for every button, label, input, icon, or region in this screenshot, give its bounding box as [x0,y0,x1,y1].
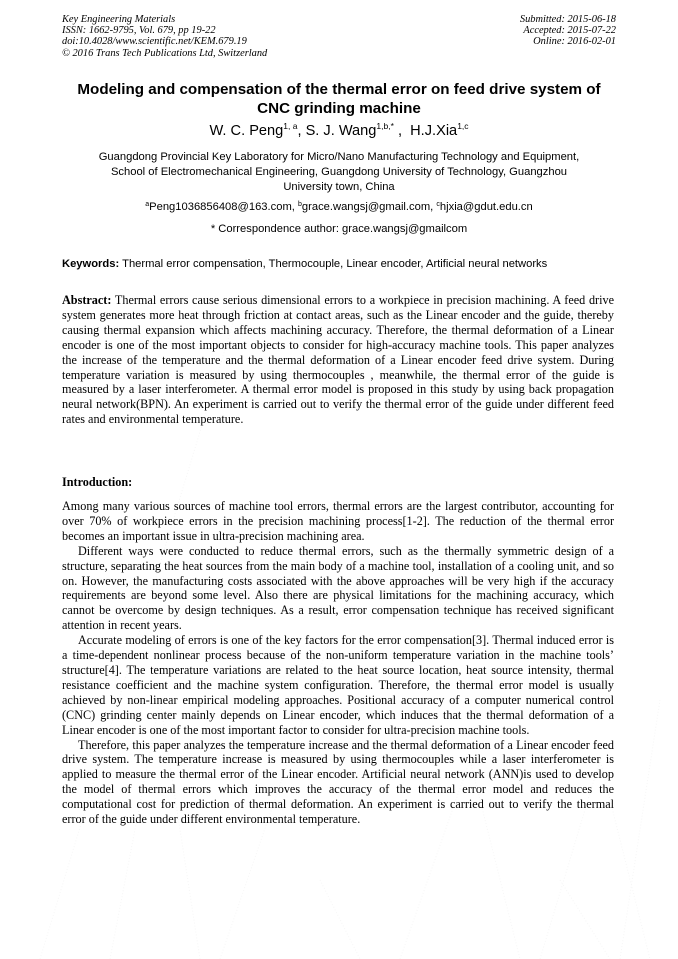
email-mark: a [145,201,150,208]
section-heading-introduction: Introduction: [62,475,133,489]
author-separator: , [393,123,411,139]
author-emails [56,200,622,215]
author [209,123,305,139]
author [306,123,411,139]
keywords-text: Thermal error compensation, Thermocouple, Linear encoder, Artificial neural networks [119,258,548,270]
email-mark: b [298,201,302,208]
abstract [62,293,614,427]
email-entry [145,201,298,213]
email-separator: , [291,201,298,213]
submitted-date: Submitted: 2015-06-18 [519,14,616,25]
copyright: © 2016 Trans Tech Publications Ltd, Switzerland [62,47,268,59]
correspondence-author: * Correspondence author: grace.wangsj@gmailcom [210,223,468,235]
doi-link[interactable]: doi:10.4028/www.scientific.net/KEM.679.19 [62,36,247,48]
journal-name: Key Engineering Materials [62,14,176,25]
author-affiliation-mark: 1,b,* [376,121,394,131]
email-entry [436,201,532,213]
email-entry [298,201,436,213]
paper-title [56,80,622,118]
author-name: S. J. Wang [305,123,377,139]
email-address[interactable]: grace.wangsj@gmail.com [301,201,431,213]
accepted-date: Accepted: 2015-07-22 [523,25,616,37]
introduction-body [62,499,614,827]
title-line-1: Modeling and compensation of the thermal error on feed drive system of [77,81,601,98]
title-line-2: CNC grinding machine [257,100,421,117]
abstract-label: Abstract: [62,293,112,307]
journal-info [62,14,267,59]
paragraph: Therefore, this paper analyzes the temperature increase and the thermal deformation of a Linear encoder feed drive system. The temperature increase is measured by using thermocouples while a laser interferometer is applied to measure the thermal error of the Linear encoder. Artificial neural network (ANN)is used to develop the model of thermal errors which improves the accuracy of the thermal error model and reduces the computational cost for prediction of thermal deformation. An experiment is carried out to verify the thermal error of the guide under different environmental temperature. [62,737,614,827]
email-separator: , [430,201,437,213]
affiliation-line-1: Guangdong Provincial Key Laboratory for Micro/Nano Manufacturing Technology and Equipment, [98,151,580,163]
author-affiliation-mark: 1, a [283,121,298,131]
author-name: H.J.Xia [410,123,458,139]
author-list [56,122,622,140]
paragraph: Accurate modeling of errors is one of the key factors for the error compensation[3]. Thermal induced error is a time-dependent nonlinear process because of the non-uniform temperature variation in the machine tools’ structure[4]. The temperature variations are related to the heat source location, heat source intensity, thermal resistance coefficient and the machine system configuration. Therefore, the thermal error model is usually achieved by non-linear empirical modeling approaches. Positional accuracy of a computer numerical control (CNC) grinding center mainly depends on Linear encoder, which induces that the thermal deformation of a Linear encoder is one of the most important factor to consider for ultra-precision machine tools. [62,633,614,737]
online-date: Online: 2016-02-01 [533,36,616,48]
paragraph: Among many various sources of machine tool errors, thermal errors are the largest contributor, accounting for over 70% of workpiece errors in the precision machining process[1-2]. The reduction of the thermal error becomes an important issue in ultra-precision machining area. [62,499,614,543]
keywords-label: Keywords: [62,258,120,270]
email-address[interactable]: hjxia@gdut.edu.cn [439,201,533,213]
email-address[interactable]: Peng1036856408@163.com [149,201,292,213]
paragraph: Different ways were conducted to reduce thermal errors, such as the thermally symmetric design of a structure, separating the heat sources from the main body of a machine tool, installation of a cooling unit, and so on. However, the manufacturing costs associated with the above approaches will be very high if the accuracy requirements are beyond some level. Also there are physical limitations for the machining accuracy, which cannot be overcome by design techniques. As a result, error compensation technique has received significant attention in recent years. [62,543,614,633]
affiliation-line-3: University town, China [283,181,395,193]
author-affiliation-mark: 1,c [457,121,469,131]
email-mark: c [436,201,440,208]
affiliation-line-2: School of Electromechanical Engineering, Guangdong University of Technology, Guangzhou [110,166,568,178]
author-separator: , [297,123,306,139]
author-name: W. C. Peng [209,123,284,139]
keywords [62,257,622,272]
publication-dates [520,14,616,48]
affiliation [56,150,622,195]
author [410,123,468,139]
abstract-text: Thermal errors cause serious dimensional errors to a workpiece in precision machining. A feed drive system generates more heat through friction at contact areas, such as the Linear encoder and the guide, thereby causing thermal expansion which affects machining accuracy. Therefore, the thermal deformation of a Linear encoder is one of the most important objects to consider for high-accuracy machine tools. This paper analyzes the increase of the temperature and the thermal deformation of a Linear encoder feed drive system. During temperature variation is measured by using thermocouples , meanwhile, the thermal error of the guide is measured by a laser interferometer. A thermal error model is proposed in this study by using back propagation neural network(BPN). An experiment is carried out to verify the thermal error of the guide under different feed rates and environmental temperature. [62,293,614,427]
journal-issn: ISSN: 1662-9795, Vol. 679, pp 19-22 [62,25,216,37]
